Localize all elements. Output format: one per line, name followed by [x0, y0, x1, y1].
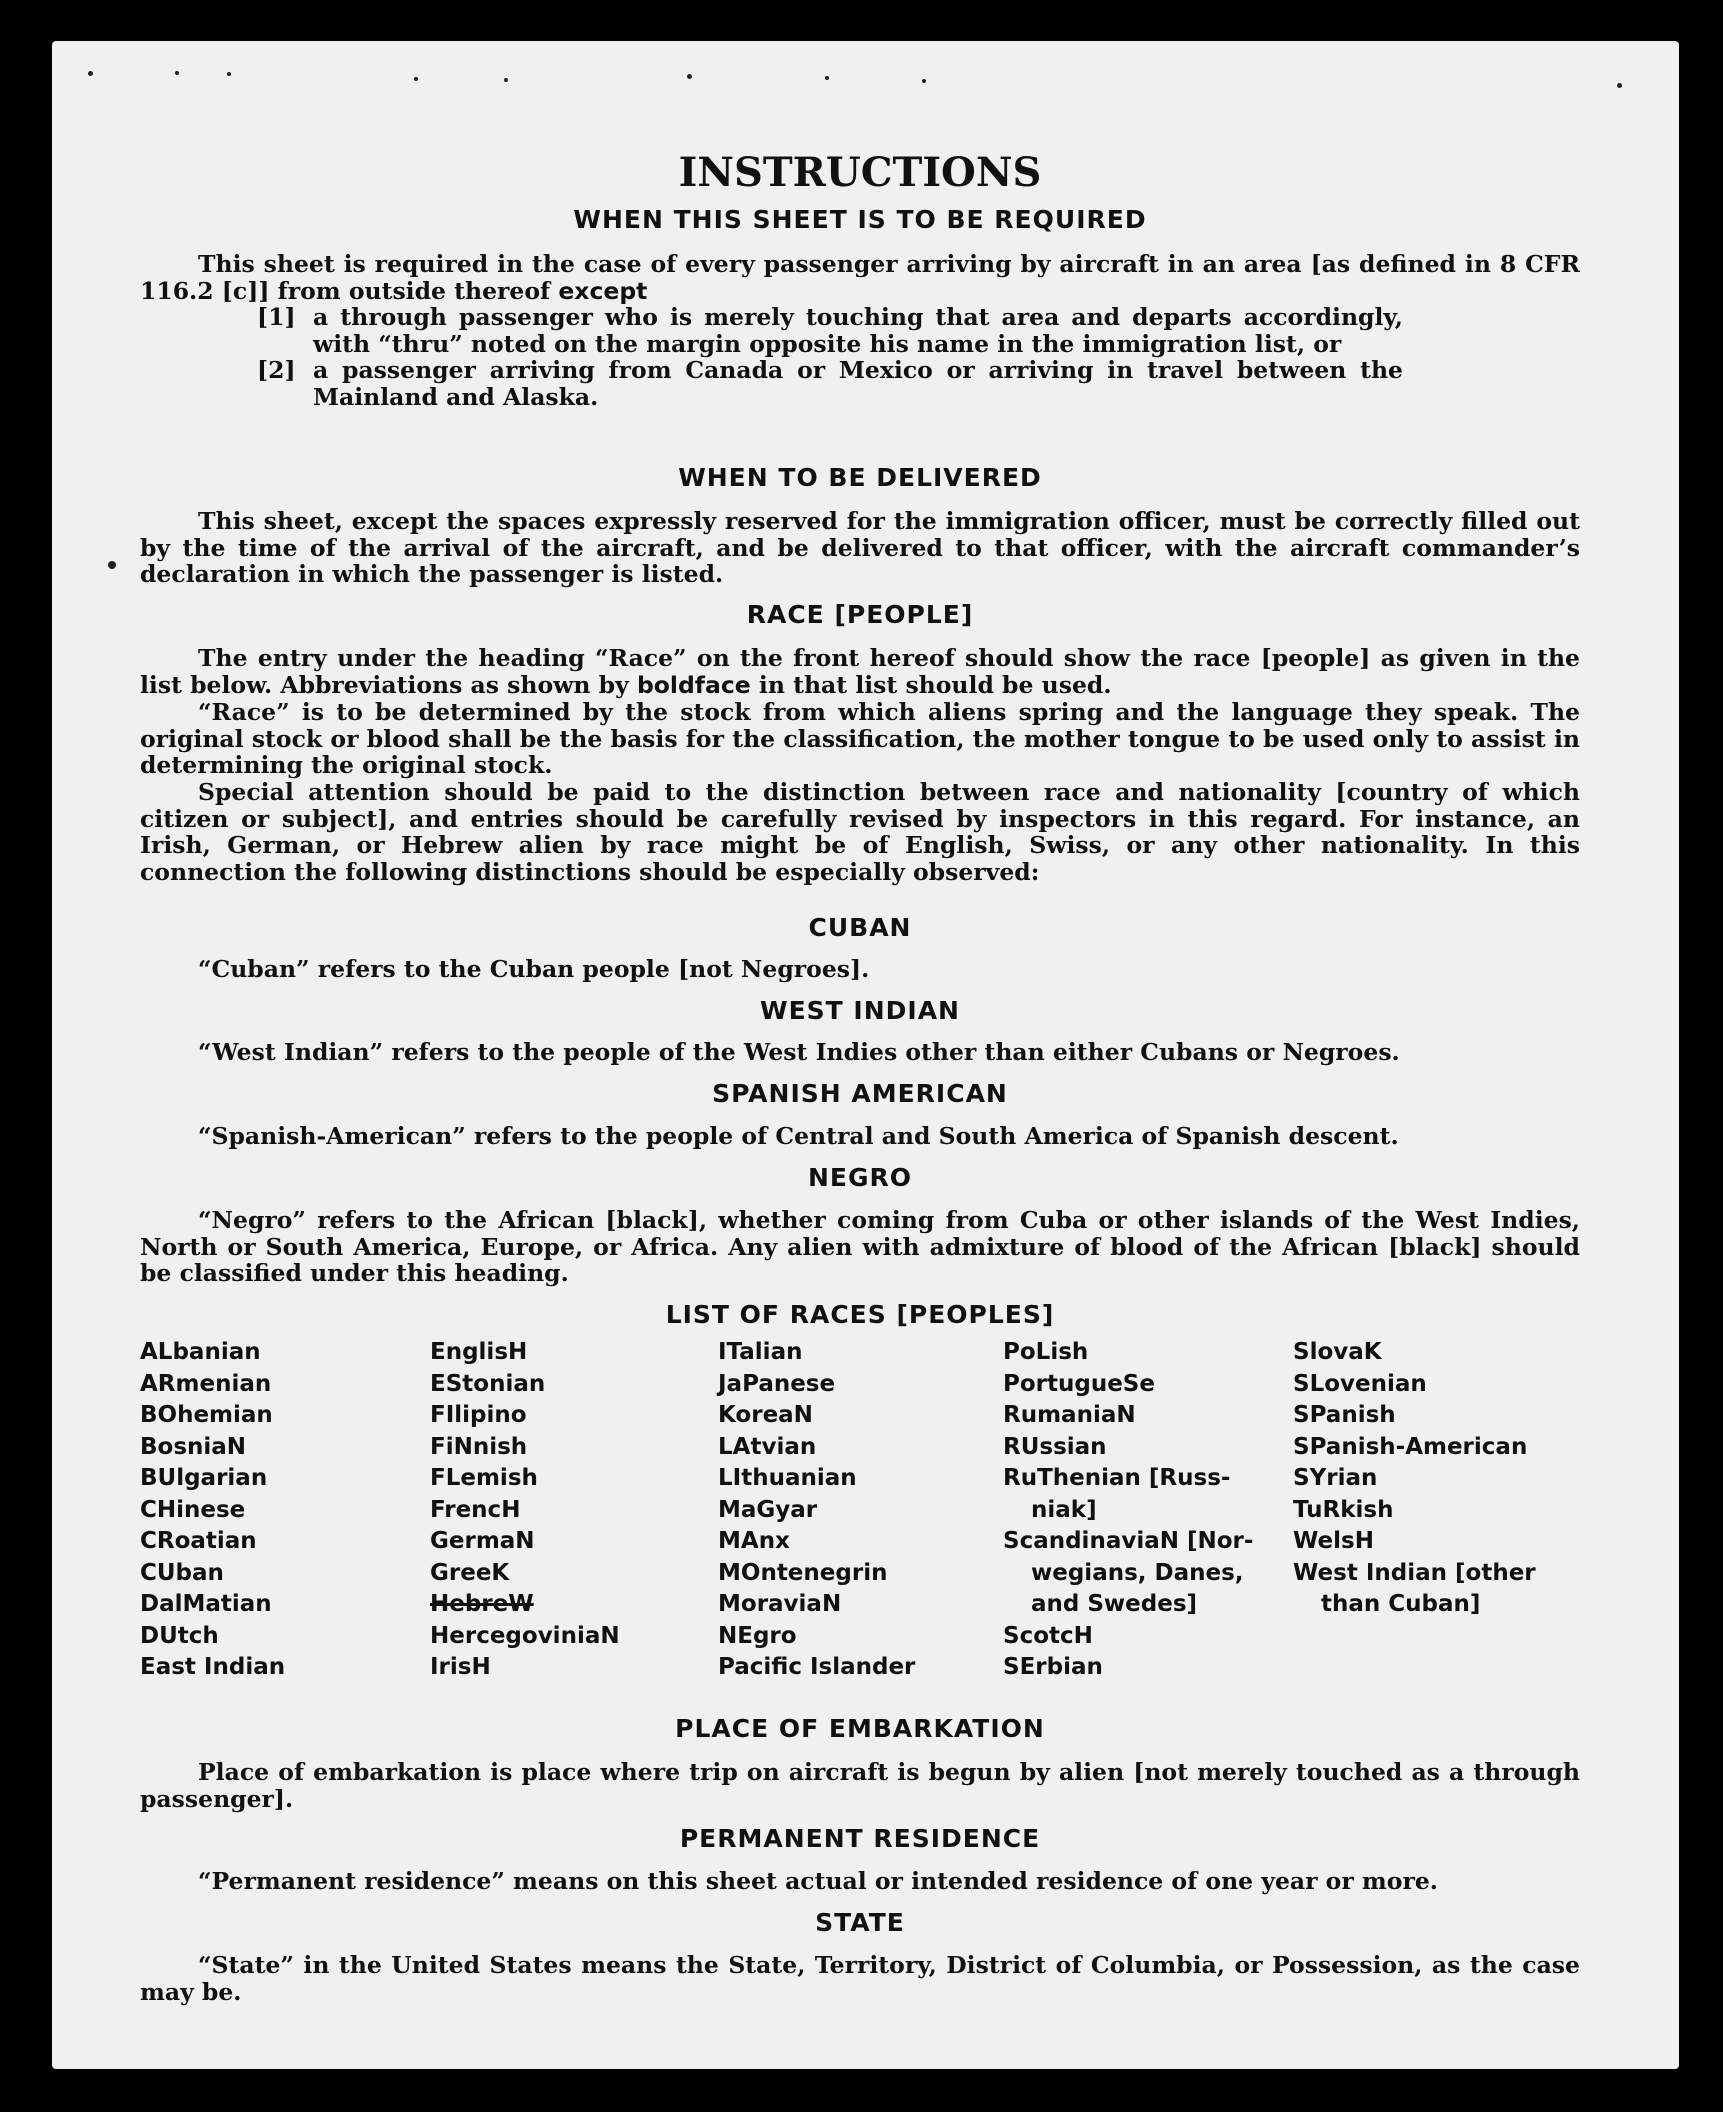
race-entry: MoraviaN: [718, 1591, 842, 1617]
race-entry: FrencH: [430, 1496, 521, 1523]
race-entry: CHinese: [140, 1496, 246, 1523]
heading-list-of-races: LIST OF RACES [PEOPLES]: [665, 1300, 1055, 1329]
race-entry: ScandinaviaN [Nor-: [1003, 1528, 1254, 1554]
race-entry-continuation: and Swedes]: [1031, 1591, 1198, 1617]
exception-text: a through passenger who is merely touching that area and departs accordingly, with “thru” noted on the margin opposite his name in the immigration list, or: [313, 303, 1403, 358]
paragraph-delivered: [140, 508, 1580, 588]
document-sheet: [52, 41, 1679, 2069]
race-text-2: “Race” is to be determined by the stock from which aliens spring and the language they speak. The original stock or blood shall be the basis for the classification, the mother tongue to be used only to assist in determining the original stock.: [140, 698, 1580, 779]
spanish-american-text: “Spanish-American” refers to the people of Central and South America of Spanish descent.: [198, 1122, 1399, 1150]
race-entry: BosniaN: [140, 1433, 247, 1460]
race-entry: EStonian: [430, 1370, 546, 1397]
paragraph-cuban: [140, 956, 1580, 983]
paragraph-required: [140, 251, 1580, 304]
race-entry: LAtvian: [718, 1433, 817, 1460]
race-entry-continuation: than Cuban]: [1321, 1591, 1481, 1617]
race-entry: RuThenian [Russ-: [1003, 1465, 1231, 1491]
race-entry: West Indian [other: [1293, 1559, 1536, 1586]
race-entry: WelsH: [1293, 1528, 1374, 1554]
speck: [88, 71, 93, 76]
race-entry: DUtch: [140, 1622, 219, 1649]
race-entry: ITalian: [718, 1339, 803, 1365]
paragraph-residence: [140, 1868, 1580, 1895]
speck: [414, 77, 418, 81]
race-entry: JaPanese: [718, 1370, 836, 1397]
west-indian-text: “West Indian” refers to the people of the West Indies other than either Cubans or Negroes.: [198, 1038, 1400, 1066]
race-entry: PoLish: [1003, 1339, 1089, 1365]
exception-text: a passenger arriving from Canada or Mexico or arriving in travel between the Mainland and Alaska.: [313, 356, 1403, 411]
exception-number: [1]: [257, 303, 296, 331]
race-entry: SErbian: [1003, 1654, 1103, 1680]
heading-race: RACE [PEOPLE]: [746, 600, 974, 629]
heading-required: WHEN THIS SHEET IS TO BE REQUIRED: [573, 205, 1147, 234]
race-entry: KoreaN: [718, 1402, 813, 1428]
race-entry: RUssian: [1003, 1433, 1107, 1460]
race-entry: ARmenian: [140, 1370, 272, 1397]
paragraph-embarkation: [140, 1759, 1580, 1812]
heading-residence: PERMANENT RESIDENCE: [679, 1824, 1041, 1853]
race-entry: LIthuanian: [718, 1465, 857, 1491]
races-column-1: [140, 1337, 430, 1684]
race-entry: FiNnish: [430, 1433, 528, 1460]
race-entry: ALbanian: [140, 1339, 261, 1365]
state-text: “State” in the United States means the State, Territory, District of Columbia, or Possession, as the case may be.: [140, 1951, 1580, 2006]
race-entry: FLemish: [430, 1465, 538, 1491]
race-entry: GermaN: [430, 1528, 535, 1554]
race-entry: BOhemian: [140, 1402, 273, 1428]
race-entry: SLovenian: [1293, 1370, 1427, 1397]
speck: [108, 561, 116, 569]
paragraph-state: [140, 1952, 1580, 2005]
speck: [175, 71, 179, 75]
speck: [825, 76, 829, 80]
heading-spanish-american: SPANISH AMERICAN: [712, 1079, 1008, 1108]
race-entry: RumaniaN: [1003, 1402, 1136, 1428]
race-text-a: The entry under the heading “Race” on the front hereof should show the race [people] as given in the list below. Abbreviations as shown by: [140, 644, 1580, 699]
heading-state: STATE: [815, 1908, 905, 1937]
paragraph-negro: [140, 1207, 1580, 1287]
race-entry: MAnx: [718, 1528, 790, 1554]
negro-text: “Negro” refers to the African [black], whether coming from Cuba or other islands of the West Indies, North or South America, Europe, or Africa. Any alien with admixture of blood of the African [black] should be classified under this heading.: [140, 1206, 1580, 1287]
heading-embarkation: PLACE OF EMBARKATION: [675, 1714, 1045, 1743]
races-column-2: [430, 1337, 720, 1684]
race-entry: DalMatian: [140, 1591, 272, 1617]
races-column-4: [1003, 1337, 1293, 1684]
race-entry-continuation: niak]: [1031, 1496, 1097, 1523]
race-entry: BUlgarian: [140, 1465, 268, 1491]
race-entry: SYrian: [1293, 1465, 1378, 1491]
heading-west-indian: WEST INDIAN: [760, 996, 960, 1025]
embarkation-text: Place of embarkation is place where trip on aircraft is begun by alien [not merely touched as a through passenger].: [140, 1758, 1580, 1813]
race-entry-struck: HebreW: [430, 1591, 534, 1617]
heading-delivered: WHEN TO BE DELIVERED: [678, 463, 1042, 492]
race-text-boldface: boldface: [636, 670, 751, 699]
race-entry: ScotcH: [1003, 1622, 1093, 1649]
race-entry: PortugueSe: [1003, 1370, 1155, 1397]
race-entry: MOntenegrin: [718, 1559, 888, 1586]
race-entry: GreeK: [430, 1559, 510, 1586]
race-entry: SPanish-American: [1293, 1433, 1528, 1460]
paragraph-west-indian: [140, 1039, 1580, 1066]
delivered-text: This sheet, except the spaces expressly reserved for the immigration officer, must be correctly filled out by the time of the arrival of the aircraft, and be delivered to that officer, with the aircraft commander’s declaration in which the passenger is listed.: [140, 507, 1580, 588]
exception-number: [2]: [257, 356, 296, 384]
race-entry: East Indian: [140, 1654, 286, 1680]
exception-item-2: [257, 357, 1407, 410]
race-text-b: in that list should be used.: [758, 670, 1112, 699]
race-entry: FIlipino: [430, 1402, 527, 1428]
speck: [504, 78, 508, 82]
paragraph-race-3: [140, 779, 1580, 885]
race-entry: SPanish: [1293, 1402, 1396, 1428]
speck: [922, 79, 926, 83]
required-except: except: [558, 276, 648, 305]
speck: [687, 74, 692, 79]
exception-item-1: [257, 304, 1407, 357]
heading-negro: NEGRO: [807, 1163, 913, 1192]
race-entry: IrisH: [430, 1654, 491, 1680]
speck: [227, 72, 231, 76]
page-title: INSTRUCTIONS: [678, 149, 1042, 196]
race-entry: EnglisH: [430, 1339, 528, 1365]
race-entry: HercegoviniaN: [430, 1622, 620, 1649]
paragraph-spanish-american: [140, 1123, 1580, 1150]
races-column-3: [718, 1337, 1008, 1684]
heading-cuban: CUBAN: [808, 913, 912, 942]
races-column-5: [1293, 1337, 1583, 1621]
race-entry: Pacific Islander: [718, 1654, 916, 1680]
speck: [1617, 83, 1622, 88]
required-text: This sheet is required in the case of every passenger arriving by aircraft in an area [as defined in 8 CFR 116.2 [c]] from outside thereof: [140, 250, 1580, 305]
cuban-text: “Cuban” refers to the Cuban people [not Negroes].: [198, 955, 870, 983]
paragraph-race-1: [140, 645, 1580, 698]
race-entry-continuation: wegians, Danes,: [1031, 1559, 1244, 1586]
race-entry: TuRkish: [1293, 1496, 1394, 1523]
residence-text: “Permanent residence” means on this sheet actual or intended residence of one year or more.: [198, 1867, 1438, 1895]
paragraph-race-2: [140, 699, 1580, 779]
race-entry: SlovaK: [1293, 1339, 1382, 1365]
race-entry: NEgro: [718, 1622, 797, 1649]
race-entry: MaGyar: [718, 1496, 818, 1523]
race-entry: CRoatian: [140, 1528, 257, 1554]
race-entry: CUban: [140, 1559, 224, 1586]
race-text-3: Special attention should be paid to the distinction between race and nationality [country of which citizen or subject], and entries should be carefully revised by inspectors in this regard. For instance, an Irish, German, or Hebrew alien by race might be of English, Swiss, or any other nationality. In this connection the following distinctions should be especially observed:: [140, 778, 1580, 886]
